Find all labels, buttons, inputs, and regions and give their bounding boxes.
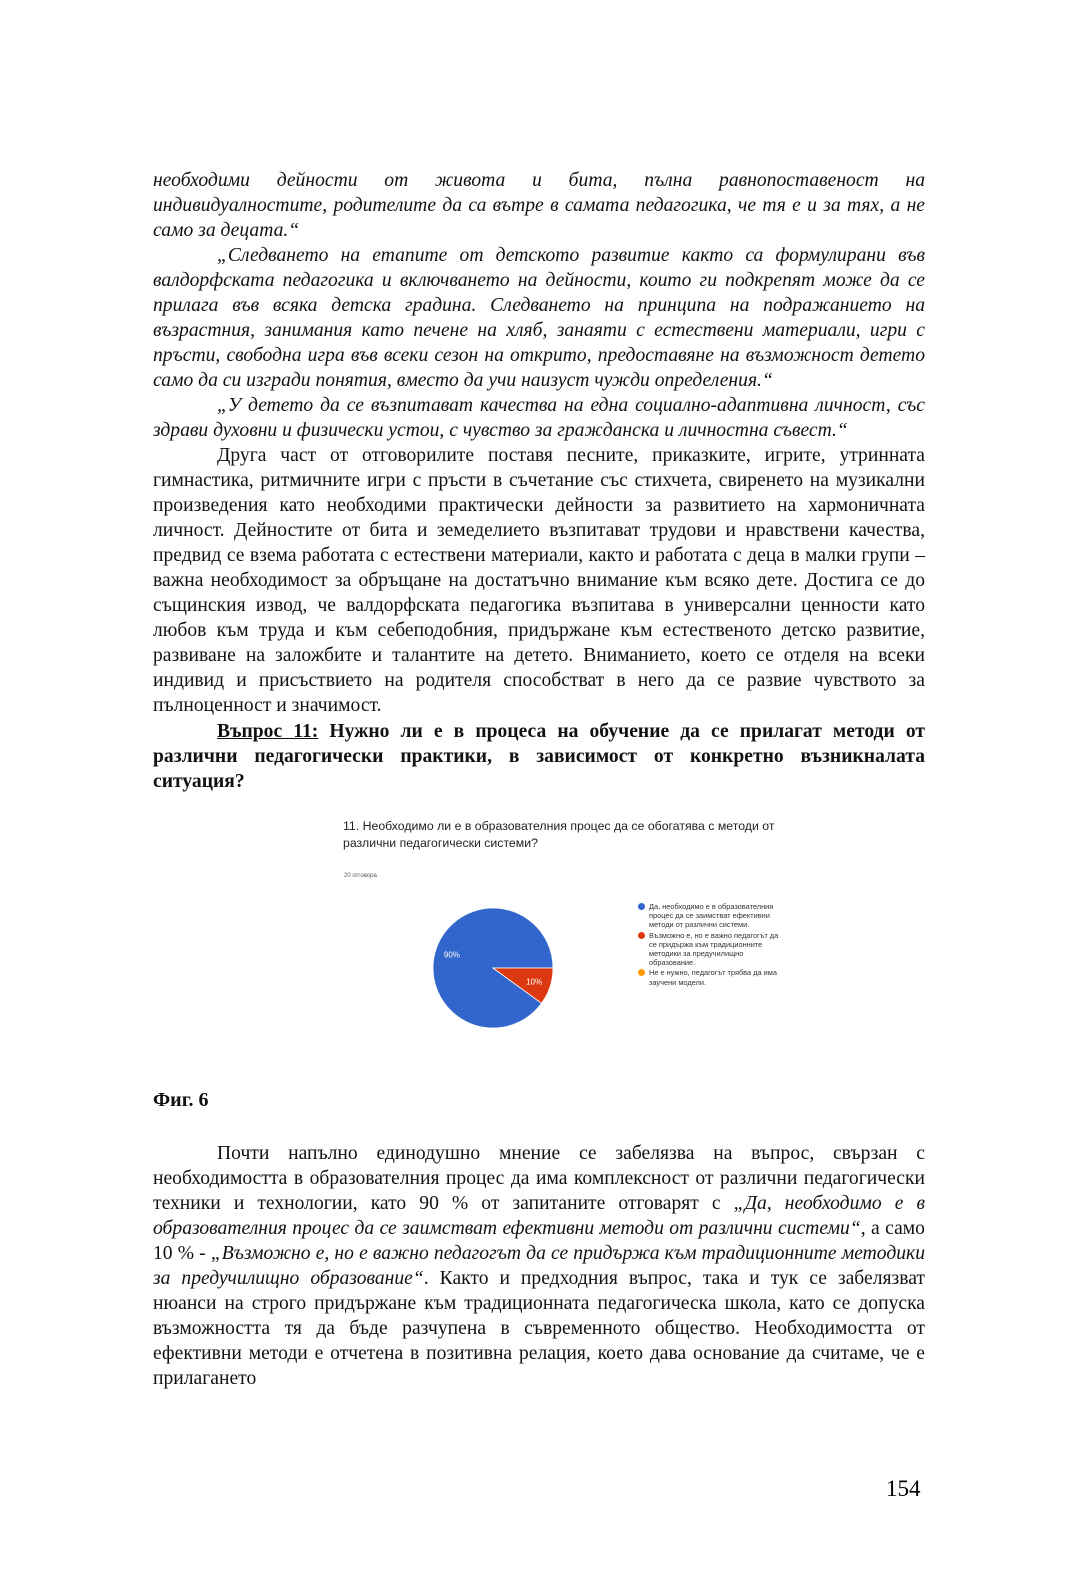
legend-swatch: [638, 969, 645, 976]
chart-response-count: 20 отговора: [344, 873, 377, 879]
legend-label: Да, необходимо е в образователния процес да се заимстват ефективни методи от различни системи.: [649, 902, 774, 930]
legend-label: Възможно е, но е важно педагогът да се придържа към традиционните методики за предучилищно образование.: [649, 930, 779, 968]
legend-item: [637, 902, 787, 930]
question-text: Нужно ли е в процеса на обучение да се прилагат методи от различни педагогически практики, в зависимост от конкретно възникналата ситуация?: [153, 721, 925, 792]
chart-legend: [637, 902, 787, 988]
quoted-answer: „Възможно е, но е важно педагогът да се придържа към традиционните методики за предучилищно образование“: [153, 1243, 926, 1289]
question-heading: [153, 719, 925, 794]
quote-paragraph: „Следването на етапите от детското развитие както са формулирани във валдорфската педагогика и включването на дейности, които ги подкрепят може да се прилага във всяка детска градина. Следването на принципа на подражанието на възрастния, занимания като печене на хляб, занаяти с естествени материали, игри с пръсти, свободна игра във всеки сезон на открито, предоставяне на възможност детето само да си изгради понятия, вместо да учи наизуст чужди определения.“: [153, 245, 925, 391]
chart-title: 11. Необходимо ли е в образователния процес да се обогатява с методи от различни педагогически системи?: [343, 819, 775, 850]
text-run: . Както и предходния въпрос, така и тук се забелязват нюанси на строго придържане към традиционната педагогическа школа, като се допуска възможността тя да бъде разчупена в съвременното общество. Необходимостта от ефективни методи е отчетена в позитивна релация, което дава основание да считаме, че е прилагането: [153, 1268, 925, 1389]
page-content: [153, 168, 925, 1391]
figure-6: [153, 818, 925, 1078]
legend-swatch: [638, 903, 645, 910]
legend-item: [637, 931, 787, 968]
pie-slice-label: 10%: [526, 977, 543, 987]
body-paragraph: Друга част от отговорилите поставя песните, приказките, игрите, утринната гимнастика, ритмичните игри с пръсти в съчетание със стихчета, свиренето на музикални произведения като необходими практически дейности за развитието на хармоничната личност. Дейностите от бита и земеделието възпитават трудови и нравствени качества, предвид се взема работата с естествени материали, както и работата с деца в малки групи – важна необходимост за обръщане на достатъчно внимание към всяко дете. Достига се до същинския извод, че валдорфската педагогика възпитава в универсални ценности като любов към труда и към себеподобния, придържане към естественото детско развитие, развиване на заложбите и талантите на детето. Вниманието, което се отделя на всеки индивид и присъствието на родителя способстват в него да се развие чувството за пълноценност и значимост.: [153, 445, 925, 716]
legend-label: Не е нужно, педагогът трябва да има заучени модели.: [649, 968, 777, 987]
quoted-answer: „Да, необходимо е в образователния процес да се заимстват ефективни методи от различни системи“: [153, 1193, 925, 1239]
figure-caption: Фиг. 6: [153, 1089, 209, 1111]
body-paragraph: [153, 1141, 925, 1391]
text-run: , а само 10 % -: [153, 1218, 925, 1264]
legend-swatch: [638, 932, 645, 939]
quote-paragraph: „У детето да се възпитават качества на една социално-адаптивна личност, със здрави духовни и физически устои, с чувство за гражданска и личностна съвест.“: [153, 395, 925, 441]
quote-continuation: необходими дейности от живота и бита, пълна равнопоставеност на индивидуалностите, родителите да са вътре в самата педагогика, че тя е и за тях, а не само за децата.“: [153, 170, 925, 241]
text-run: Почти напълно единодушно мнение се забелязва на въпрос, свързан с необходимостта в образователния процес да има комплексност от различни педагогически техники и технологии, като 90 % от запитаните отговарят с: [153, 1143, 925, 1214]
question-label: Въпрос 11:: [217, 721, 319, 742]
pie-chart: [423, 898, 563, 1038]
pie-slice-label: 90%: [443, 950, 460, 960]
page-number: 154: [886, 1476, 921, 1501]
legend-item: [637, 968, 787, 986]
